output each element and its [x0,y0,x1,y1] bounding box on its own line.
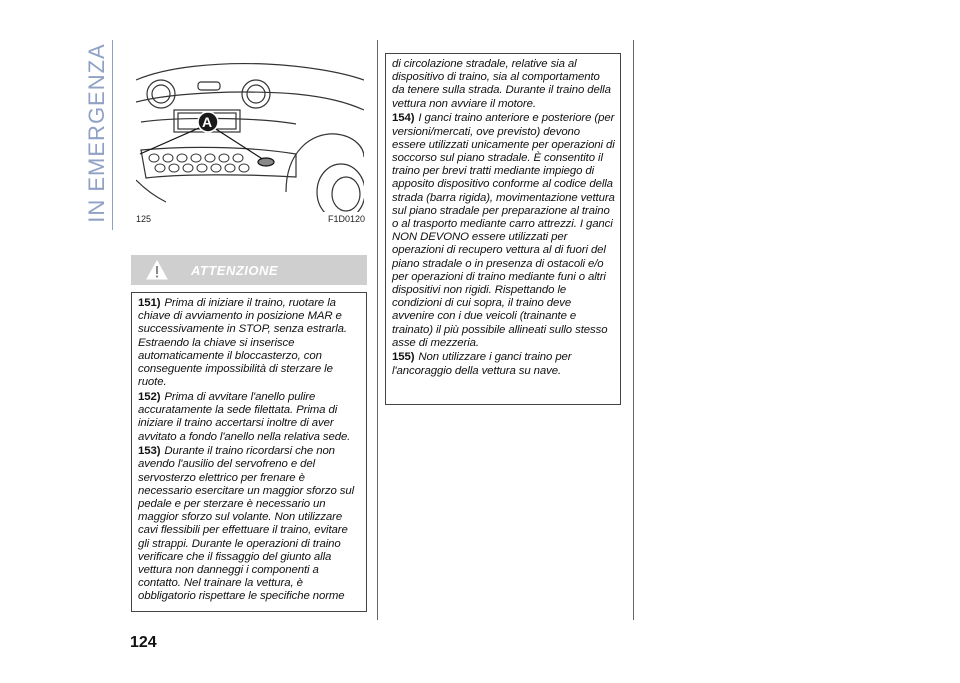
section-title: IN EMERGENZA [84,43,109,223]
figure-number: 125 [136,214,152,224]
car-front-illustration [136,62,364,212]
warning-title: ATTENZIONE [191,262,279,278]
warning-item: 152) Prima di avvitare l'anello pulire accuratamente la sede filettata. Prima di iniziare il traino accertarsi inoltre di aver avvitato a fondo l'anello nella relativa sede. [138,390,351,443]
warning-triangle-icon [131,260,183,280]
warning-item: 153) Durante il traino ricordarsi che non avendo l'ausilio del servofreno e del servosterzo elettrico per frenare è necessario esercitare un maggior sforzo sul pedale e per sterzare è necessario un maggior sforzo sul volante. Non utilizzare cavi flessibili per effettuare il traino, evitare gli strappi. Durante le operazioni di traino verificare che il fissaggio del giunto alla vettura non danneggi i componenti a contatto. Nel trainare la vettura, è obbligatorio rispettare le specifiche norme [138,445,355,603]
figure-code: F1D0120 [328,214,366,224]
page-number: 124 [130,634,157,651]
warning-item: 155) Non utilizzare i ganci traino per l'ancoraggio della vettura su nave. [392,351,572,377]
warning-box-right [385,53,621,405]
warning-header [131,255,367,285]
column-divider-right [633,40,634,620]
column-divider-left [377,40,378,620]
section-divider [112,40,113,230]
warning-item: 151) Prima di iniziare il traino, ruotare la chiave di avviamento in posizione MAR e successivamente in STOP, senza estrarla. Estraendo la chiave si inserisce automaticamente il bloccasterzo, con conseguente impossibilità di sterzare le ruote. [138,297,347,389]
warning-item: 154) I ganci traino anteriore e posteriore (per versioni/mercati, ove previsto) devono essere utilizzati unicamente per operazioni di soccorso sul piano stradale. È consentito il traino per brevi tratti mediante impiego di apposito dispositivo conforme al codice della strada (barra rigida), movimentazione vettura sul piano stradale per preparazione al traino o al trasporto mediante carro attrezzi. I ganci NON DEVONO essere utilizzati per operazioni di recupero vettura al di fuori del piano stradale o in presenza di ostacoli e/o per operazioni di traino mediante funi o altri dispositivi non rigidi. Rispettando le condizioni di cui sopra, il traino deve avvenire con i due veicoli (trainante e trainato) il più possibile allineati sullo stesso asse di mezzeria. [392,112,615,349]
warning-continuation: di circolazione stradale, relative sia al dispositivo di traino, sia al comportamento da tenere sulla strada. Durante il traino della vettura non avviare il motore. [392,58,611,110]
warning-box-left [131,292,367,612]
callout-label: A [202,114,213,130]
